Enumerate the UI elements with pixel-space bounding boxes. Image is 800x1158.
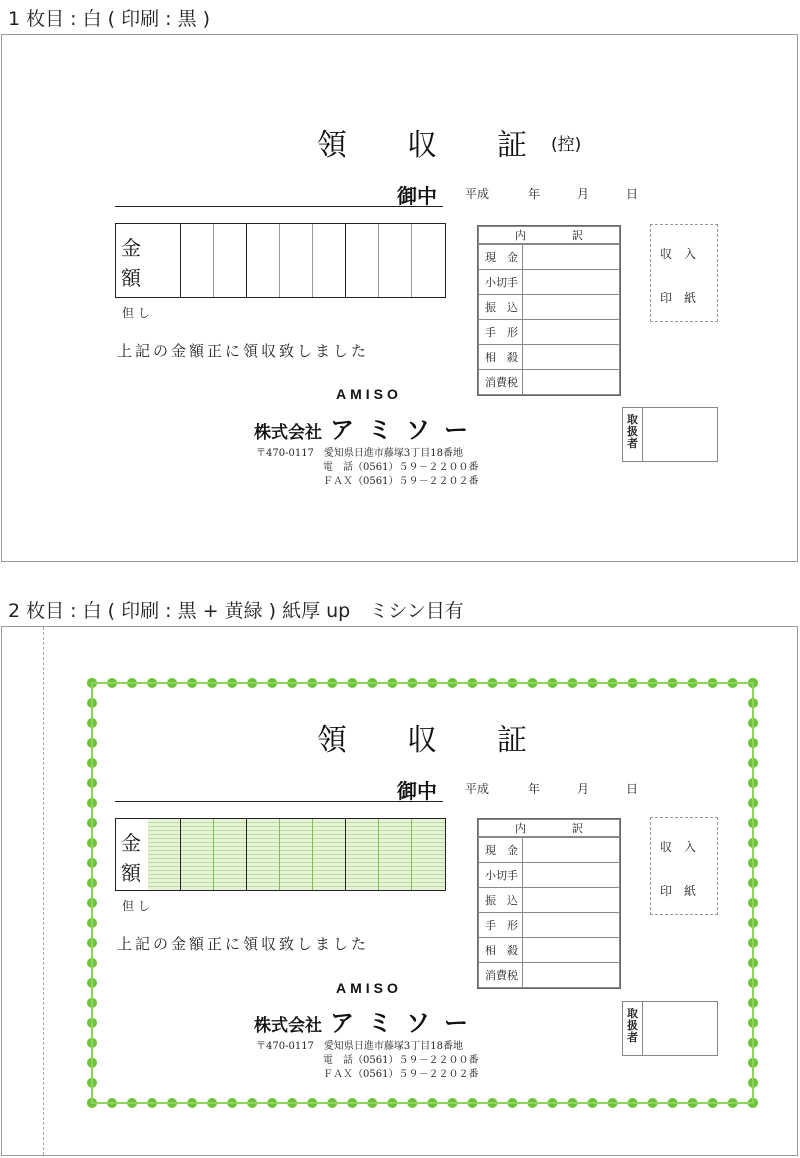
address-line: 〒470-0117 愛知県日進市藤塚3丁目18番地 [256, 448, 464, 459]
title-char-2: 収 [407, 723, 437, 758]
breakdown-row-label: 小切手 [479, 270, 523, 295]
breakdown-row-label: 消費税 [479, 963, 523, 988]
section-2-title: 2 枚目 : 白 ( 印刷 : 黒 + 黄緑 ) 紙厚 up ミシン目有 [8, 600, 464, 622]
hikae-label: (控) [551, 135, 582, 155]
date-day: 日 [626, 782, 639, 796]
title-char-1: 領 [317, 128, 347, 163]
tadashi-label: 但 し [122, 306, 150, 320]
fax-line: ＦＡＸ（0561）５９－２２０２番 [323, 1069, 479, 1080]
breakdown-row-label: 振 込 [479, 295, 523, 320]
addressee-line [115, 801, 443, 802]
digit-divider [279, 224, 280, 297]
digit-divider [411, 224, 412, 297]
breakdown-row-value[interactable] [523, 963, 620, 988]
breakdown-row-label: 現 金 [479, 838, 523, 863]
date-era: 平成 [465, 782, 490, 796]
stamp-line-1: 収入 [660, 247, 709, 261]
breakdown-row-label: 小切手 [479, 863, 523, 888]
brand-logo: AMISO [336, 980, 402, 996]
gochu-label: 御中 [397, 184, 437, 208]
title-char-3: 証 [497, 723, 527, 758]
amount-box [115, 818, 446, 891]
breakdown-row-value[interactable] [523, 270, 620, 295]
handler-label: 取扱者 [623, 1002, 643, 1055]
amount-box [115, 223, 446, 298]
company-name [254, 1003, 482, 1038]
date-era: 平成 [465, 187, 490, 201]
date-year: 年 [528, 782, 541, 796]
breakdown-header: 内 訳 [479, 820, 620, 837]
breakdown-row-value[interactable] [523, 320, 620, 345]
digit-divider [378, 819, 379, 890]
amount-char-2: 額 [121, 861, 141, 885]
digit-divider [180, 819, 181, 890]
tel-line: 電 話（0561）５９－２２００番 [323, 1055, 479, 1066]
digit-divider [312, 224, 313, 297]
breakdown-table [477, 818, 621, 989]
amount-char-1: 金 [121, 236, 141, 260]
digit-divider [180, 224, 181, 297]
digit-divider [213, 224, 214, 297]
breakdown-row-label: 現 金 [479, 245, 523, 270]
date-month: 月 [577, 782, 590, 796]
brand-logo: AMISO [336, 386, 402, 402]
amount-char-2: 額 [121, 266, 141, 290]
breakdown-row-value[interactable] [523, 295, 620, 320]
section-1-title: 1 枚目 : 白 ( 印刷 : 黒 ) [8, 8, 211, 30]
fax-line: ＦＡＸ（0561）５９－２２０２番 [323, 476, 479, 487]
receipt-original [0, 595, 800, 1155]
breakdown-row-label: 手 形 [479, 320, 523, 345]
digit-divider [213, 819, 214, 890]
stamp-line-2: 印紙 [660, 291, 709, 305]
confirm-text: 上記の金額正に領収致しました [117, 935, 370, 953]
receipt-copy [0, 0, 800, 560]
digit-divider [246, 819, 247, 890]
stamp-line-1: 収入 [660, 840, 709, 854]
company-main: アミソー [330, 415, 482, 444]
date-day: 日 [626, 187, 639, 201]
tel-line: 電 話（0561）５９－２２００番 [323, 462, 479, 473]
handler-label: 取扱者 [623, 408, 643, 461]
company-main: アミソー [330, 1008, 482, 1037]
date-year: 年 [528, 187, 541, 201]
tadashi-label: 但 し [122, 899, 150, 913]
digit-divider [246, 224, 247, 297]
digit-divider [411, 819, 412, 890]
breakdown-row-value[interactable] [523, 838, 620, 863]
digit-divider [279, 819, 280, 890]
address-line: 〒470-0117 愛知県日進市藤塚3丁目18番地 [256, 1041, 464, 1052]
company-prefix: 株式会社 [254, 423, 322, 443]
company-prefix: 株式会社 [254, 1016, 322, 1036]
breakdown-row-value[interactable] [523, 913, 620, 938]
breakdown-header: 内 訳 [479, 227, 620, 244]
revenue-stamp-box [650, 224, 718, 322]
digit-divider [378, 224, 379, 297]
breakdown-row-value[interactable] [523, 345, 620, 370]
breakdown-table [477, 225, 621, 396]
breakdown-row-label: 消費税 [479, 370, 523, 395]
digit-divider [345, 819, 346, 890]
revenue-stamp-box [650, 817, 718, 915]
breakdown-row-value[interactable] [523, 888, 620, 913]
breakdown-row-value[interactable] [523, 370, 620, 395]
date-month: 月 [577, 187, 590, 201]
digit-divider [312, 819, 313, 890]
digit-divider [345, 224, 346, 297]
title-char-2: 収 [407, 128, 437, 163]
title-char-1: 領 [317, 723, 347, 758]
breakdown-row-label: 相 殺 [479, 938, 523, 963]
breakdown-row-value[interactable] [523, 245, 620, 270]
breakdown-row-value[interactable] [523, 863, 620, 888]
handler-box [622, 1001, 718, 1056]
company-name [254, 410, 482, 445]
addressee-line [115, 206, 443, 207]
breakdown-row-label: 振 込 [479, 888, 523, 913]
handler-box [622, 407, 718, 462]
gochu-label: 御中 [397, 779, 437, 803]
breakdown-row-label: 相 殺 [479, 345, 523, 370]
breakdown-row-value[interactable] [523, 938, 620, 963]
confirm-text: 上記の金額正に領収致しました [117, 342, 370, 360]
title-char-3: 証 [497, 128, 527, 163]
amount-char-1: 金 [121, 831, 141, 855]
stamp-line-2: 印紙 [660, 884, 709, 898]
breakdown-row-label: 手 形 [479, 913, 523, 938]
